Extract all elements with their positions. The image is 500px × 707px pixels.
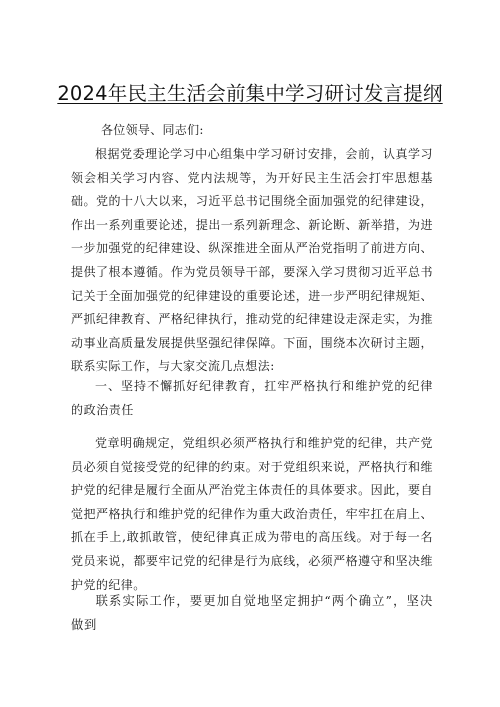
salutation: 各位领导、同志们: xyxy=(101,123,204,137)
section-heading-1: 一、坚持不懈抓好纪律教育，扛牢严格执行和维护党的纪律的政治责任 xyxy=(71,379,433,417)
paragraph-intro: 根据党委理论学习中心组集中学习研讨安排，会前，认真学习领会相关学习内容、党内法规等，为开好民主生活会打牢思想基础。党的十八大以来，习近平总书记围绕全面加强党的纪律建设，作出一系列重要论述，提出一系列新理念、新论断、新举措，为进一步加强党的纪律建设、纵深推进全面从严治党指明了前进方向、提供了根本遵循。作为党员领导干部，要深入学习贯彻习近平总书记关于全面加强党的纪律建设的重要论述，进一步严明纪律规矩、严抓纪律教育、严格纪律执行，推动党的纪律建设走深走实，为推动事业高质量发展提供坚强纪律保障。下面，围绕本次研讨主题，联系实际工作，与大家交流几点想法: xyxy=(71,147,433,374)
paragraph-party-discipline: 党章明确规定，党组织必须严格执行和维护党的纪律，共产党员必须自觉接受党的纪律的约束。对于党组织来说，严格执行和维护党的纪律是履行全面从严治党主体责任的具体要求。因此，要自觉把严格执行和维护党的纪律作为重大政治责任，牢牢扛在肩上、抓在手上,敢抓敢管，使纪律真正成为带电的高压线。对于每一名党员来说，都要牢记党的纪律是行为底线，必须严格遵守和坚决维护党的纪律。 xyxy=(71,436,433,592)
document-title: 2024年民主生活会前集中学习研讨发言提纲 xyxy=(57,82,443,105)
paragraph-practical-work: 联系实际工作，要更加自觉地坚定拥护“两个确立”，坚决做到 xyxy=(71,594,433,632)
